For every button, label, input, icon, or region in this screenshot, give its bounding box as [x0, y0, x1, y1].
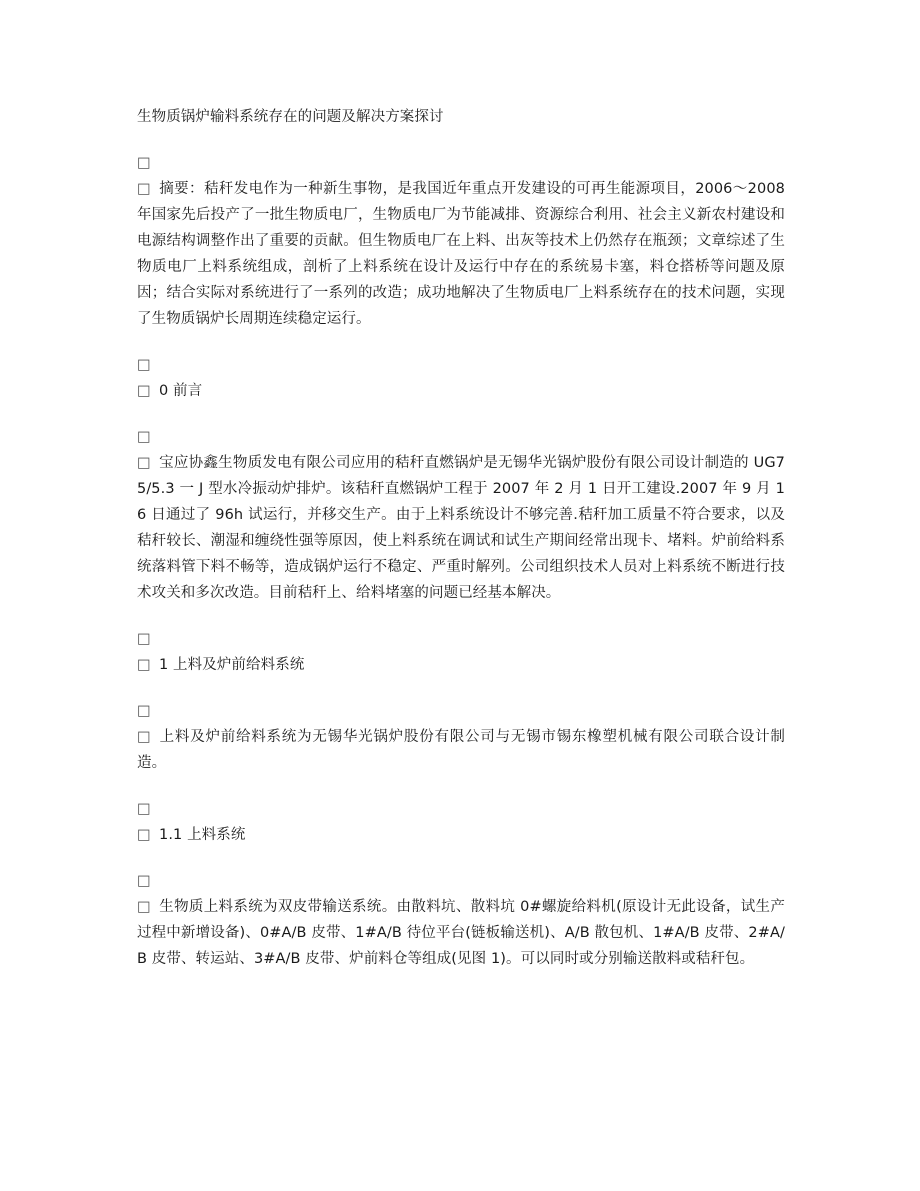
paragraph-text: 宝应协鑫生物质发电有限公司应用的秸秆直燃锅炉是无锡华光锅炉股份有限公司设计制造的 UG75/5.3 一 J 型水冷振动炉排炉。该秸秆直燃锅炉工程于 2007 年 2 月 1 日开工建设.2007 年 9 月 16 日通过了 96h 试运行，并移交生产。由于上料系统设计不够完善.秸秆加工质量不符合要求，以及秸秆较长、潮湿和缠绕性强等原因，使上料系统在调试和试生产期间经常出现卡、堵料。炉前给料系统落料管下料不畅等，造成锅炉运行不稳定、严重时解列。公司组织技术人员对上料系统不断进行技术攻关和多次改造。目前秸秆上、给料堵塞的问题已经基本解决。: [137, 455, 785, 601]
loading-system-paragraph: [137, 868, 785, 972]
heading-text: 1.1 上料系统: [159, 827, 246, 843]
heading-text: 1 上料及炉前给料系统: [159, 657, 305, 673]
indent-marker: □□: [137, 631, 151, 673]
document-title: 生物质锅炉输料系统存在的问题及解决方案探讨: [137, 109, 444, 125]
indent-marker: □□: [137, 703, 151, 745]
abstract-paragraph: [137, 150, 785, 332]
indent-marker: □□: [137, 155, 151, 197]
section-heading-feed-system: [137, 626, 785, 678]
paragraph-text: 摘要：秸秆发电作为一种新生事物，是我国近年重点开发建设的可再生能源项目，2006～2008 年国家先后投产了一批生物质电厂，生物质电厂为节能减排、资源综合利用、社会主义新农村建设和电源结构调整作出了重要的贡献。但生物质电厂在上料、出灰等技术上仍然存在瓶颈；文章综述了生物质电厂上料系统组成，剖析了上料系统在设计及运行中存在的系统易卡塞，料仓搭桥等问题及原因；结合实际对系统进行了一系列的改造；成功地解决了生物质电厂上料系统存在的技术问题，实现了生物质锅炉长周期连续稳定运行。: [137, 181, 785, 327]
indent-marker: □□: [137, 801, 151, 843]
section-heading-preface: [137, 352, 785, 404]
indent-marker: □□: [137, 429, 151, 471]
heading-text: 0 前言: [159, 383, 203, 399]
indent-marker: □□: [137, 873, 151, 915]
paragraph-text: 生物质上料系统为双皮带输送系统。由散料坑、散料坑 0#螺旋给料机(原设计无此设备，试生产过程中新增设备)、0#A/B 皮带、1#A/B 待位平台(链板输送机)、A/B 散包机、1#A/B 皮带、2#A/B 皮带、转运站、3#A/B 皮带、炉前料仓等组成(见图 1)。可以同时或分别输送散料或秸秆包。: [137, 899, 785, 967]
document-body: [137, 104, 785, 992]
paragraph-text: 上料及炉前给料系统为无锡华光锅炉股份有限公司与无锡市锡东橡塑机械有限公司联合设计制造。: [137, 729, 785, 771]
feed-system-paragraph: [137, 698, 785, 776]
indent-marker: □□: [137, 357, 151, 399]
section-heading-loading-system: [137, 796, 785, 848]
preface-paragraph: [137, 424, 785, 606]
